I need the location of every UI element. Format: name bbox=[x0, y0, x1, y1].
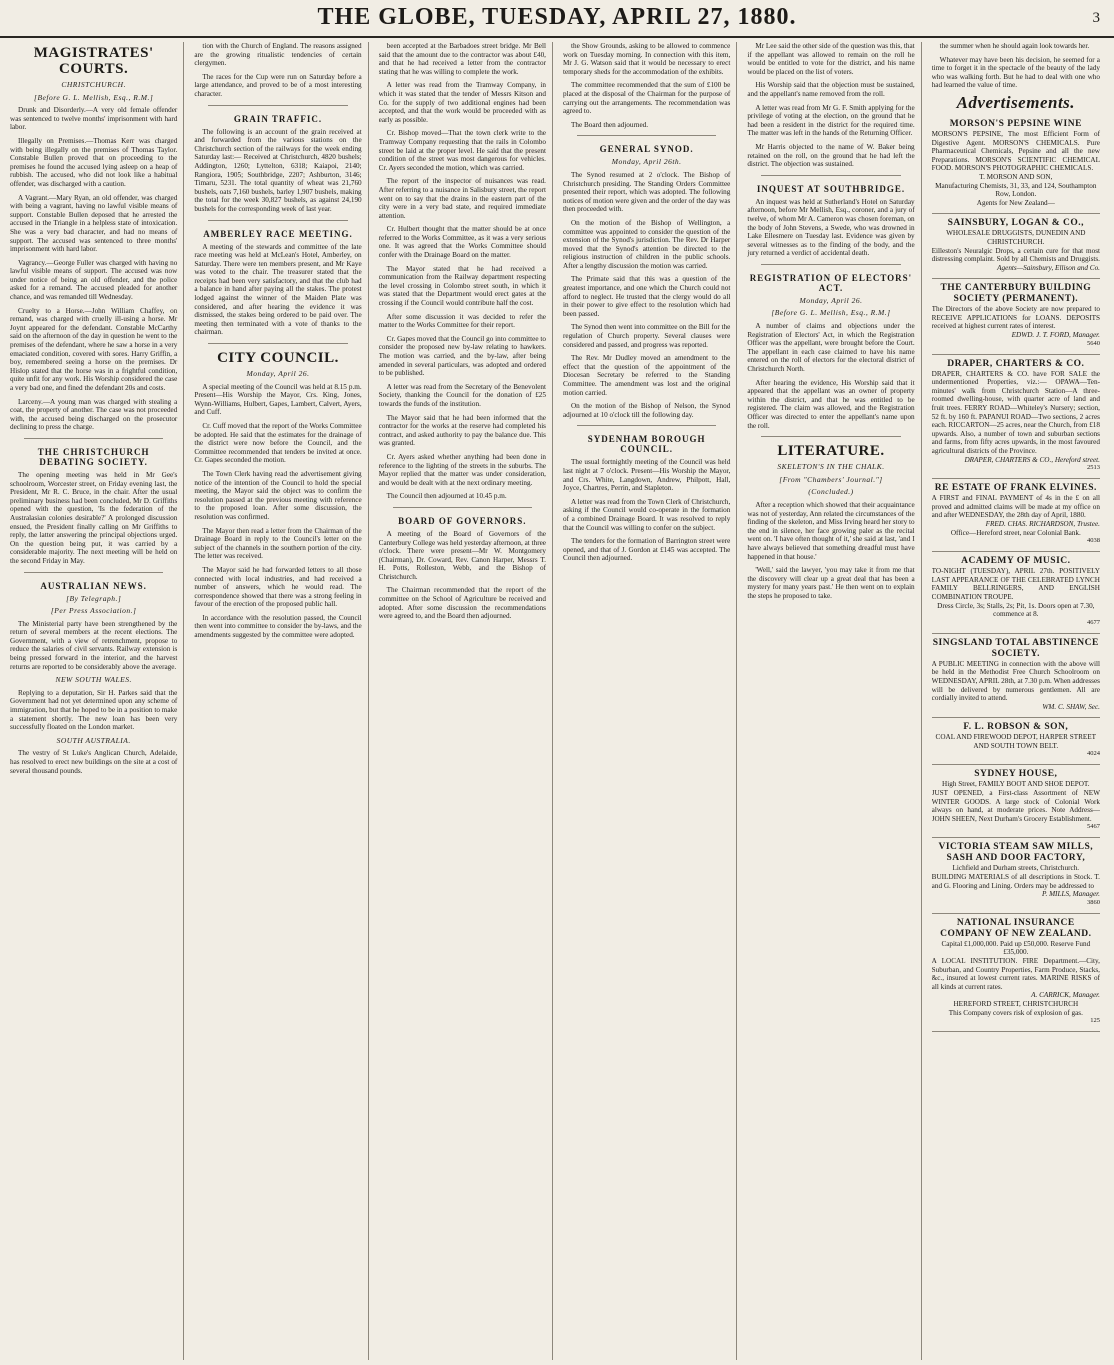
article-paragraph: A letter was read from Mr G. F. Smith applying for the privilege of voting at the election, on the ground that he had been a resident in the district for the required time. The matter was left in the hands of the Returning Officer. bbox=[747, 103, 915, 138]
ad-body: BUILDING MATERIALS of all descriptions in Stock. T. and G. Flooring and Lining. Orders may be addressed to bbox=[931, 873, 1100, 890]
ad-elvines-estate bbox=[932, 479, 1100, 552]
article-paragraph: A letter was read from the Town Clerk of Christchurch, asking if the Council would co-operate in the formation of a combined Drainage Board. It was resolved to reply that the Council was willing to confer on the subject. bbox=[562, 497, 731, 532]
article-paragraph: The Board then adjourned. bbox=[570, 120, 649, 129]
ad-number: 5640 bbox=[1086, 339, 1100, 347]
article-paragraph: The tenders for the formation of Barrington street were opened, and that of J. Gordon at £145 was accepted. The Council then adjourned. bbox=[562, 537, 731, 563]
divider bbox=[577, 425, 716, 426]
article-paragraph: The Chairman recommended that the report of the committee on the School of Agriculture be received and adopted. After some discussion the recommendations were agreed to, and the Board then adjourned. bbox=[378, 586, 546, 621]
article-paragraph: Whatever may have been his decision, he seemed for a time to forget it in the spectacle of the beauty of the lady who was walking forth. But he had to deal with one who had learned the value of time. bbox=[931, 55, 1100, 90]
ad-number: 2513 bbox=[1086, 464, 1100, 472]
article-paragraph: the Show Grounds, asking to be allowed to commence work on Tuesday morning. In connection with this item, Mr J. G. Watson said that it would be necessary to erect temporary sheds for the accommodation of the exhibits. bbox=[562, 42, 731, 76]
masthead bbox=[0, 0, 1114, 38]
ad-morson bbox=[932, 115, 1100, 214]
ad-line: High Street, FAMILY BOOT AND SHOE DEPOT. bbox=[942, 780, 1090, 789]
ad-line: Dress Circle, 3s; Stalls, 2s; Pit, 1s. Doors open at 7.30, commence at 8. bbox=[937, 601, 1095, 619]
section-heading-sydenham: SYDENHAM BOROUGH COUNCIL. bbox=[587, 434, 706, 455]
ad-signature: EDWD. J. T. FORD, Manager. bbox=[1011, 331, 1100, 340]
ad-headline: NATIONAL INSURANCE COMPANY OF NEW ZEALAND. bbox=[940, 917, 1092, 939]
ad-body: TO-NIGHT (TUESDAY), APRIL 27th. POSITIVELY LAST APPEARANCE OF THE CELEBRATED LYNCH FAMILY BELLRINGERS, AND ENGLISH COMBINATION TROUPE. bbox=[931, 567, 1100, 601]
article-paragraph: The following is an account of the grain received at and forwarded from the various stations on the Christchurch section of the railways for the week ending Saturday last:— Received at Christchurch, 4820 bushels; Addington, 1260; Lyttelton, 6318; Kaiapoi, 2140; Rangiora, 1905; Southbridge, 2207; Ashburton, 3146; Timaru, 5231. The total quantity of wheat was 21,760 bushels, oats 7,160 bushels, barley 1,907 bushels, making the total for the week 30,827 bushels, as against 24,190 bushels for the corresponding week of last year. bbox=[194, 127, 362, 213]
article-paragraph: The Primate said that this was a question of the greatest importance, and one which the Church could not afford to neglect. He trusted that the clergy would do all in their power to give effect to the resolution which had been passed. bbox=[562, 275, 731, 318]
subheading-sa: SOUTH AUSTRALIA. bbox=[56, 735, 131, 745]
article-paragraph: A meeting of the stewards and committee of the late race meeting was held at McLean's Hotel, Amberley, on Saturday. There were ten members present, and Mr Kaye was voted to the chair. The treasurer stated that the receipts had been very satisfactory, and that the club had a balance in hand after paying all the stakes. The protest lodged against the winner of the Maiden Plate was considered, and after hearing the evidence it was dismissed, the stakes being ordered to be paid over. The meeting then terminated with a vote of thanks to the chairman. bbox=[194, 242, 362, 337]
ad-saw-mills bbox=[932, 838, 1100, 913]
article-paragraph: The Council then adjourned at 10.45 p.m. bbox=[386, 492, 507, 501]
ad-number: 4024 bbox=[1086, 750, 1100, 758]
article-paragraph: The Synod resumed at 2 o'clock. The Bishop of Christchurch presiding. The Standing Orders Committee presented their report, which was adopted. The following notices of motion were given and the order of the day was then proceeded with. bbox=[562, 170, 731, 214]
ad-headline: THE CANTERBURY BUILDING SOCIETY (PERMANENT). bbox=[940, 283, 1092, 305]
ad-line: HEREFORD STREET, CHRISTCHURCH bbox=[953, 999, 1079, 1008]
article-paragraph: The Mayor then read a letter from the Chairman of the Drainage Board in reply to the Council's letter on the subject of the channels in the southern portion of the city. The letter was received. bbox=[194, 526, 362, 561]
section-heading-australian-news: AUSTRALIAN NEWS. bbox=[40, 580, 147, 591]
article-paragraph: The Mayor said he had forwarded letters to all those connected with local industries, and had received a number of answers, which he would read. The correspondence showed that there was a strong feeling in favour of the erection of the proposed public hall. bbox=[194, 565, 362, 609]
divider bbox=[577, 135, 716, 136]
article-paragraph: Cr. Bishop moved—That the town clerk write to the Tramway Company requesting that the rails in Colombo street be laid at the proper level. He said that the present condition of the street was most dangerous for vehicles. Cr. Ayers seconded the motion, which was carried. bbox=[378, 129, 546, 172]
article-paragraph: In accordance with the resolution passed, the Council then went into committee to consider the by-laws, and the amendments suggested by the committee were adopted. bbox=[194, 613, 362, 640]
ad-abstinence-society bbox=[932, 634, 1100, 719]
column-4 bbox=[563, 42, 737, 1360]
section-heading-governors: BOARD OF GOVERNORS. bbox=[398, 515, 527, 526]
article-paragraph: Cruelty to a Horse.—John William Chaffey, on remand, was charged with cruelly ill-using a horse. Mr Joynt appeared for the defendant. Constable McCarthy said on the afternoon of the day in question he went to the premises of the defendant, where he saw a horse in a very emaciated condition, covered with sores. Harry Griffin, a boy, remembered seeing a horse on the premises. Dr Hislop stated that the horse was in a frightful condition, quite unfit for any work. His Worship considered the case a very bad one, and fined the defendant 20s and costs. bbox=[10, 306, 178, 392]
subheading-nsw: NEW SOUTH WALES. bbox=[55, 675, 132, 685]
ad-signature: A. CARRICK, Manager. bbox=[1031, 991, 1100, 1000]
article-paragraph: Cr. Gapes moved that the Council go into committee to consider the proposed new by-law relating to hawkers. The motion was carried, and the by-law, after being amended in several particulars, was adopted and ordered to be published. bbox=[378, 334, 546, 378]
section-heading-amberley: AMBERLEY RACE MEETING. bbox=[203, 228, 353, 239]
article-paragraph: tion with the Church of England. The reasons assigned are the growing ritualistic tendencies of certain clergymen. bbox=[194, 42, 362, 68]
article-paragraph: Mr Harris objected to the name of W. Baker being retained on the roll, on the ground that he had left the district. The objection was sustained. bbox=[747, 142, 915, 169]
dateline: Monday, April 26th. bbox=[611, 157, 682, 167]
ad-line: Manufacturing Chemists, 31, 33, and 124, Southampton Row, London. bbox=[935, 181, 1097, 199]
ad-body: A FIRST and FINAL PAYMENT of 4s in the £ on all proved and admitted claims will be made at my office on and after WEDNESDAY, the 28th day of April, 1880. bbox=[931, 494, 1100, 520]
ad-signature: P. MILLS, Manager. bbox=[1042, 890, 1100, 899]
ad-headline: MORSON'S PEPSINE WINE bbox=[949, 118, 1082, 129]
article-paragraph: The usual fortnightly meeting of the Council was held last night at 7 o'clock. Present—His Worship the Mayor, and Crs. White, Langdown, Andrew, Philpott, Hall, Joyce, Chartres, Perrin, and Stapleton. bbox=[562, 458, 731, 493]
divider bbox=[761, 175, 900, 176]
article-paragraph: Cr. Ayers asked whether anything had been done in reference to the lighting of the streets in the suburbs. The Mayor replied that the matter was under consideration, and would be dealt with at the next ordinary meeting. bbox=[378, 452, 546, 487]
column-2 bbox=[194, 42, 368, 1360]
article-paragraph: A special meeting of the Council was held at 8.15 p.m. Present—His Worship the Mayor, Crs. King, Jones, Wynn-Williams, Hulbert, Gapes, Lambert, Calvert, Ayers, and Cuff. bbox=[194, 382, 362, 417]
article-paragraph: The races for the Cup were run on Saturday before a large attendance, and proved to be of a most interesting character. bbox=[194, 72, 362, 98]
ad-signature: DRAPER, CHARTERS & CO., Hereford street. bbox=[964, 455, 1100, 464]
press-line: [Per Press Association.] bbox=[50, 606, 137, 616]
ad-signature: WM. C. SHAW, Sec. bbox=[1042, 702, 1100, 711]
section-heading-synod: GENERAL SYNOD. bbox=[599, 144, 694, 155]
story-title: SKELETON'S IN THE CHALK. bbox=[777, 462, 885, 472]
ad-sydney-house bbox=[932, 765, 1100, 838]
ad-signature: Agents—Sainsbury, Ellison and Co. bbox=[997, 263, 1100, 272]
article-paragraph: Mr Lee said the other side of the question was this, that if the appellant was allowed to remain on the roll he would be entitled to vote for the district, and his name would be placed on the list of voters. bbox=[747, 42, 915, 76]
ad-headline: SYDNEY HOUSE, bbox=[974, 769, 1058, 780]
subheading: CHRISTCHURCH. bbox=[61, 80, 126, 89]
article-paragraph: Larceny.—A young man was charged with stealing a coat, the property of another. The case was not proceeded with, the accused being discharged on the prosecutor declining to press the charge. bbox=[10, 397, 178, 432]
story-continued: (Concluded.) bbox=[808, 487, 854, 497]
ad-headline: F. L. ROBSON & SON, bbox=[963, 722, 1069, 733]
article-paragraph: After a reception which showed that their acquaintance was not of yesterday, Ann related the circumstances of the finding of the skeleton, and Miss Irving heard her story to the end in silence, her face growing paler as the recital went on. 'I have often thought of it,' she said at last, 'and I have always believed that something dreadful must have happened in that house.' bbox=[747, 500, 915, 561]
ad-body: MORSON'S PEPSINE, The most Efficient Form of Digestive Agent. MORSON'S CHEMICALS. Pure Pharmaceutical Chemicals, Pepsine and all the new Preparations. MORSON'S SCIENTIFIC CHEMICAL FOOD. MORSON'S PHOTOGRAPHIC CHEMICALS. bbox=[931, 129, 1100, 173]
ad-draper-charters bbox=[932, 355, 1100, 480]
ad-body: DRAPER, CHARTERS & CO. have FOR SALE the undermentioned Properties, viz.:— OPAWA—Ten-minutes' walk from Christchurch Station—A three-roomed dwelling-house, with quarter acre of land and fruit trees. FERRY ROAD—Whiteley's Nursery; section, 52 ft. by 160 ft. PAPANUI ROAD—Two sections, 2 acres each. RICCARTON—25 acres, near the Church, from £18 upwards. Also, a number of town and suburban sections and farms, from fifty acres upwards, in the most favoured agricultural districts of the Province. bbox=[931, 369, 1100, 455]
article-paragraph: The Town Clerk having read the advertisement giving notice of the intention of the Council to hold the special meeting, the Mayor said the object was to confirm the resolution passed at the previous meeting with reference to the proposed loan. After some discussion, the resolution was confirmed. bbox=[194, 469, 362, 521]
article-paragraph: After some discussion it was decided to refer the matter to the Works Committee for their report. bbox=[378, 312, 546, 330]
ad-building-society bbox=[932, 279, 1100, 354]
ad-line: Agents for New Zealand— bbox=[976, 198, 1055, 207]
article-paragraph: Illegally on Premises.—Thomas Kerr was charged with being illegally on the premises of Thomas Taylor. Constable Bullen proved that on proceeding to the premises he found the accused lying asleep on a heap of rubbish. The accused, who did not look like a habitual offender, was discharged with a caution. bbox=[10, 136, 178, 188]
article-paragraph: The Mayor said that he had been informed that the contractor for the works at the reserve had completed his contract, and asked authority to pay the balance due. This was granted. bbox=[378, 413, 546, 448]
article-paragraph: Drunk and Disorderly.—A very old female offender was sentenced to twelve months' imprisonment with hard labor. bbox=[10, 106, 178, 132]
ad-number: 4677 bbox=[1086, 618, 1100, 626]
article-paragraph: A number of claims and objections under the Registration of Electors' Act, in which the Registration Officer was the appellant, were brought before the Court. The appellant in each case claimed to have his name entered on the roll of electors for the electoral district of Christchurch North. bbox=[747, 322, 915, 374]
article-paragraph: A meeting of the Board of Governors of the Canterbury College was held yesterday afternoon, at three o'clock. There were present—Mr W. Montgomery (Chairman), Dr. Coward, Rev. Canon Harper, Messrs T. H. Potts, Rolleston, Webb, and the Bishop of Christchurch. bbox=[378, 529, 546, 581]
ad-headline: RE ESTATE OF FRANK ELVINES. bbox=[934, 483, 1097, 494]
story-source: [From "Chambers' Journal."] bbox=[779, 474, 883, 484]
article-paragraph: Cr. Hulbert thought that the matter should be at once referred to the Works Committee, as it was a very serious one. It was agreed that the Works Committee should confer with the Drainage Board on the matter. bbox=[378, 225, 546, 260]
ad-headline: SINGSLAND TOTAL ABSTINENCE SOCIETY. bbox=[932, 637, 1099, 659]
ad-body: The Directors of the above Society are now prepared to RECEIVE APPLICATIONS for LOANS. DEPOSITS received at highest current rates of interest. bbox=[931, 305, 1100, 331]
article-paragraph: The Synod then went into committee on the Bill for the regulation of Church property. Several clauses were considered and passed, and progress was reported. bbox=[562, 323, 731, 349]
article-paragraph: On the motion of the Bishop of Wellington, a committee was appointed to consider the question of the extension of the Synod's jurisdiction. The Rev. Dr Harper moved that the Synod's attention be directed to the religious instruction of children in the public schools. After a lengthy discussion the motion was carried. bbox=[562, 218, 731, 270]
ad-body: A LOCAL INSTITUTION. FIRE Department.—City, Suburban, and Country Properties, Farm Produce, Stacks, &c., insured at lowest current rates. MARINE RISKS of all kinds at current rates. bbox=[931, 957, 1100, 991]
advertisements-heading: Advertisements. bbox=[956, 92, 1076, 112]
ad-headline: SAINSBURY, LOGAN & CO., bbox=[947, 218, 1085, 229]
article-paragraph: The opening meeting was held in Mr Gee's schoolroom, Worcester street, on Friday evening last, the President, Mr R. C. Bruce, in the chair. After the usual preliminary business had been concluded, Mr D. Griffiths opened with the question, 'Is the federation of the Australasian colonies desirable?' A prolonged discussion ensued, the President finally calling on Mr Griffiths to reply, the latter answering the principal objections urged. On the question being put, it was carried by a considerable majority. The next meeting will be held on the second Friday in May. bbox=[10, 470, 178, 565]
article-paragraph: His Worship said that the objection must be sustained, and the appellant's name removed from the roll. bbox=[747, 81, 915, 98]
article-paragraph: been accepted at the Barbadoes street bridge. Mr Bell said that the amount due to the contractor was about £40, and that he had received a letter from the contractor stating that he was willing to complete the work. bbox=[378, 42, 546, 76]
article-paragraph: Vagrancy.—George Fuller was charged with having no lawful visible means of support. The accused was now under notice of being an old offender, and the police asked for a remand. The accused pleaded for another chance, and was remanded till Wednesday. bbox=[10, 258, 178, 302]
divider bbox=[761, 436, 900, 437]
ad-robson-coal bbox=[932, 718, 1100, 765]
ad-headline: VICTORIA STEAM SAW MILLS, SASH AND DOOR FACTORY, bbox=[938, 842, 1094, 864]
bench-line: [Before G. L. Mellish, Esq., R.M.] bbox=[34, 92, 154, 102]
ad-line: Capital £1,000,000. Paid up £50,000. Reserve Fund £35,000. bbox=[941, 939, 1091, 957]
ad-body: Eilleston's Neuralgic Drops, a certain cure for that most distressing complaint. Sold by all Chemists and Druggists. bbox=[931, 246, 1100, 264]
divider bbox=[208, 343, 347, 344]
article-paragraph: the summer when he should again look towards her. bbox=[939, 42, 1090, 50]
page-number: 3 bbox=[1092, 10, 1100, 26]
article-paragraph: Replying to a deputation, Sir H. Parkes said that the Government had not yet determined upon any scheme of immigration, but that he hoped to be in a position to make a statement shortly. The new loan has been very successfully floated on the London market. bbox=[10, 688, 178, 732]
article-paragraph: A letter was read from the Secretary of the Benevolent Society, thanking the Council for the donation of £25 towards the funds of the institution. bbox=[378, 382, 546, 408]
section-heading-city-council: CITY COUNCIL. bbox=[217, 350, 339, 367]
section-heading-grain: GRAIN TRAFFIC. bbox=[233, 113, 323, 124]
divider bbox=[393, 507, 532, 508]
columns bbox=[10, 42, 1106, 1360]
section-heading-registration: REGISTRATION OF ELECTORS' ACT. bbox=[749, 272, 913, 293]
article-paragraph: The committee recommended that the sum of £100 be placed at the disposal of the Chairman for the purpose of carrying out the arrangements. The recommendation was agreed to. bbox=[562, 81, 731, 116]
ad-headline: DRAPER, CHARTERS & CO. bbox=[947, 358, 1085, 369]
ad-body: A PUBLIC MEETING in connection with the above will be held in the Methodist Free Church Schoolroom on WEDNESDAY, APRIL 28th, at 7.30 p.m. When addresses will be delivered by numerous gentlemen. All are cordially invited to attend. bbox=[931, 659, 1100, 703]
ad-line: COAL AND FIREWOOD DEPOT, HARPER STREET AND SOUTH TOWN BELT. bbox=[935, 733, 1097, 750]
article-paragraph: After hearing the evidence, His Worship said that it appeared that the appellant was an owner of property within the district, and that he was entitled to be registered. The claim was allowed, and the Registration Officer was directed to enter the appellant's name upon the roll. bbox=[747, 378, 915, 430]
ad-body: JUST OPENED, a First-class Assortment of NEW WINTER GOODS. A large stock of Colonial Work always on hand, at moderate prices. Note Address— JOHN SHEEN, Next Durham's Grocery Establishment. bbox=[931, 789, 1100, 823]
article-paragraph: The Ministerial party have been strengthened by the return of several members at the recent elections. The Government, with a view of retrenchment, propose to reduce the salaries of civil servants. Railway extension is being pressed forward in the interior, and the harvest returns are reported to be considerably above the average. bbox=[10, 619, 178, 671]
divider bbox=[761, 264, 900, 265]
divider bbox=[208, 105, 347, 106]
divider bbox=[24, 572, 163, 573]
ad-academy-of-music bbox=[932, 552, 1100, 634]
dateline: Monday, April 26. bbox=[799, 295, 863, 305]
ad-line: This Company covers risk of explosion of gas. bbox=[948, 1008, 1083, 1017]
article-paragraph: The vestry of St Luke's Anglican Church, Adelaide, has resolved to erect new buildings on the site at a cost of several thousand pounds. bbox=[10, 749, 178, 775]
article-paragraph: 'Well,' said the lawyer, 'you may take it from me that the discovery will clear up a great deal that has been a mystery for many years past.' He then went on to explain the steps he proposed to take. bbox=[747, 566, 915, 600]
column-1 bbox=[10, 42, 184, 1360]
divider bbox=[208, 220, 347, 221]
divider bbox=[24, 438, 163, 439]
column-3 bbox=[379, 42, 553, 1360]
section-heading-magistrates: MAGISTRATES' COURTS. bbox=[33, 45, 154, 77]
telegraph-line: [By Telegraph.] bbox=[66, 593, 122, 603]
ad-line: T. MORSON AND SON, bbox=[979, 172, 1053, 181]
section-heading-inquest: INQUEST AT SOUTHBRIDGE. bbox=[756, 183, 906, 194]
dateline: Monday, April 26. bbox=[246, 369, 310, 379]
ad-line: WHOLESALE DRUGGISTS, DUNEDIN AND CHRISTCHURCH. bbox=[946, 229, 1086, 246]
section-heading-literature: LITERATURE. bbox=[777, 443, 885, 460]
ad-line: Lichfield and Durham streets, Christchurch. bbox=[952, 864, 1080, 873]
ad-sainsbury bbox=[932, 214, 1100, 279]
article-paragraph: A letter was read from the Tramway Company, in which it was stated that the tender of Messrs Kitson and Co. for the supply of two additional engines had been accepted, and that the work would be proceeded with as early as possible. bbox=[378, 81, 546, 124]
ad-headline: ACADEMY OF MUSIC. bbox=[961, 556, 1071, 567]
bench-line: [Before G. L. Mellish, Esq., R.M.] bbox=[771, 308, 891, 318]
ad-line: Office—Hereford street, near Colonial Bank. bbox=[950, 528, 1081, 537]
article-paragraph: An inquest was held at Sutherland's Hotel on Saturday afternoon, before Mr Mellish, Esq., coroner, and a jury of twelve, of whom Mr A. Cameron was chosen foreman, on the body of John Stevens, a Swede, who was drowned in Lake Ellesmere on Tuesday last. Evidence was given by several witnesses as to the finding of the body, and the jury returned a verdict of accidental death. bbox=[747, 197, 915, 258]
column-6-advertisements bbox=[932, 42, 1106, 1360]
newspaper-title: THE GLOBE, TUESDAY, APRIL 27, 1880. bbox=[317, 4, 797, 30]
ad-number: 125 bbox=[1090, 1017, 1100, 1025]
article-paragraph: The Rev. Mr Dudley moved an amendment to the effect that the question of the appointment of the Diocesan Secretary be referred to the Standing Committee. The amendment was lost and the original motion carried. bbox=[562, 354, 731, 397]
ad-national-insurance bbox=[932, 914, 1100, 1032]
article-paragraph: The report of the inspector of nuisances was read. After referring to a nuisance in Salisbury street, the report went on to say that the drains in the eastern part of the city were in a very bad state, and required immediate attention. bbox=[378, 177, 546, 220]
article-paragraph: Cr. Cuff moved that the report of the Works Committee be adopted. He said that the estimates for the drainage of the district were now before the Council, and the Committee recommended that tenders be invited at once. Cr. Gapes seconded the motion. bbox=[194, 422, 362, 465]
ad-number: 4038 bbox=[1086, 537, 1100, 545]
article-paragraph: On the motion of the Bishop of Nelson, the Synod adjourned at 10 o'clock till the following day. bbox=[562, 402, 731, 419]
ad-number: 5467 bbox=[1086, 823, 1100, 831]
article-paragraph: The Mayor stated that he had received a communication from the Railway department respecting the level crossing in Colombo street south, in which it was stated that the Department would erect gates at the crossing if the Council would contribute half the cost. bbox=[378, 264, 546, 308]
column-5 bbox=[747, 42, 921, 1360]
ad-number: 3860 bbox=[1086, 898, 1100, 906]
ad-signature: FRED. CHAS. RICHARDSON, Trustee. bbox=[985, 519, 1100, 528]
section-heading-debating: THE CHRISTCHURCH DEBATING SOCIETY. bbox=[37, 446, 150, 467]
article-paragraph: A Vagrant.—Mary Ryan, an old offender, was charged with being a vagrant, having no lawful visible means of support. Constable Bullen deposed that he arrested the accused in the Triangle in a helpless state of intoxication. She was a very bad character, and had no means of support. The accused was sentenced to three months' imprisonment with hard labor. bbox=[10, 193, 178, 254]
